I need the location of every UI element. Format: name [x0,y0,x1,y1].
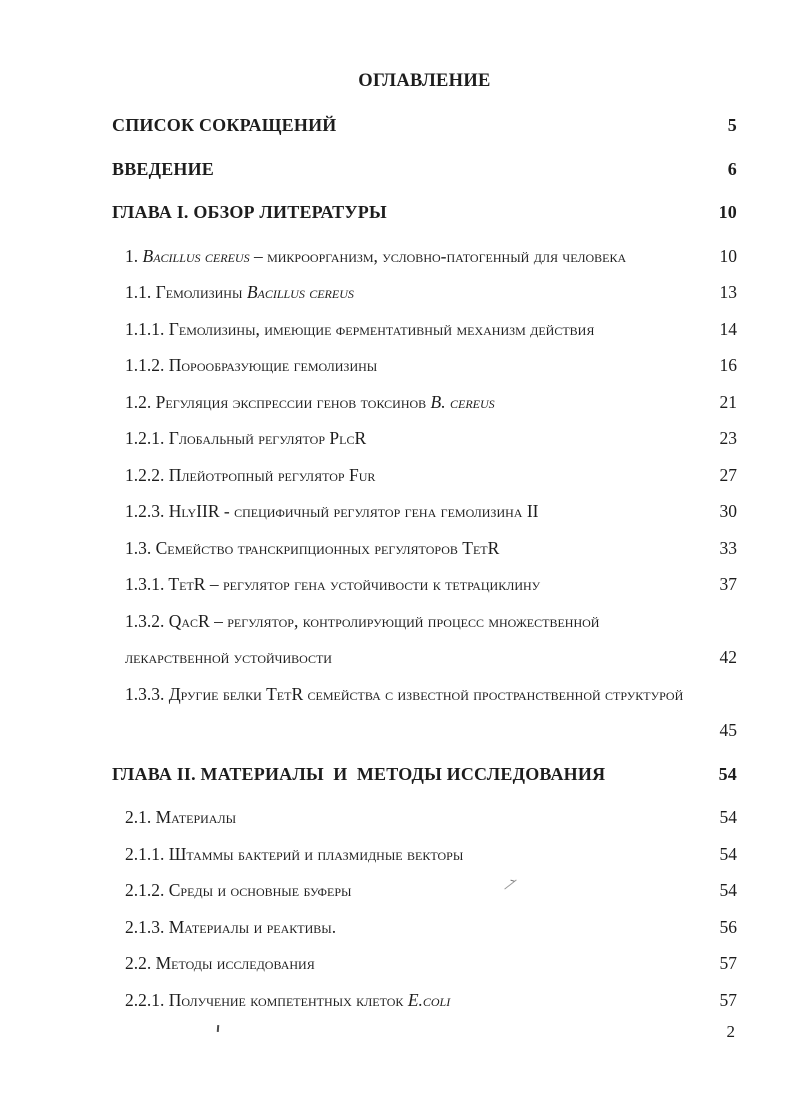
toc-entry-page: 6 [727,158,737,179]
toc-entry-page: 10 [719,245,737,266]
toc-entry-text: 1.3.2. QacR – регулятор, контролирующий процесс множественной лекарственной устойчивости [125,610,600,667]
toc-entry-page: 45 [719,720,737,740]
page-number: 2 [726,1022,735,1041]
toc-entry-text: ГЛАВА I. ОБЗОР ЛИТЕРАТУРЫ [112,202,387,222]
toc-entry [112,194,737,231]
toc-entry-page: 54 [719,880,737,900]
toc-entry [112,238,737,275]
toc-entry [112,107,737,144]
toc-entry-text: 1.3.1. TetR – регулятор гена устойчивости к тетрациклину [125,574,541,594]
toc-entry-text: 1.2.1. Глобальный регулятор PlcR [125,428,367,448]
toc-entry [112,909,737,946]
toc-entry-page: 21 [719,391,737,412]
toc-entry [112,493,737,530]
toc-entry-page: 14 [719,318,737,339]
toc-entry [112,756,737,793]
toc-entry-page: 27 [719,464,737,485]
toc-entry [112,799,737,836]
toc-entry-page: 5 [727,115,737,135]
toc-entry-page: 13 [719,282,737,302]
scan-artifact [217,1025,219,1032]
toc-entry-text: ВВЕДЕНИЕ [112,158,215,179]
toc-entry-text: 2.2. Методы исследования [125,953,315,973]
toc-entry-page: 16 [719,355,737,375]
toc-entry-text: 2.1. Материалы [125,807,237,827]
toc-entry-text: 1.2.2. Плейотропный регулятор Fur [125,464,376,485]
toc-entry [112,420,737,457]
toc-entry-page: 42 [719,647,737,667]
toc-entry [112,274,737,311]
toc-entry-text: 1.3. Семейство транскрипционных регуляторов TetR [125,537,500,558]
toc-entry-text: СПИСОК СОКРАЩЕНИЙ [112,115,337,135]
toc-entry-text: 1.2.3. HlyIIR - специфичный регулятор гена гемолизина II [125,501,539,521]
toc-entry-page: 30 [719,501,737,521]
toc-entry-text: 2.1.3. Материалы и реактивы. [125,916,337,937]
toc-entry [112,603,737,676]
toc-entry [112,347,737,384]
toc-entry-page: 10 [718,202,737,222]
toc-entry-text: 1. Bacillus cereus – микроорганизм, условно-патогенный для человека [125,245,627,266]
toc-entry [112,945,737,982]
toc-entries [112,107,737,1018]
toc-entry-text: 1.1.1. Гемолизины, имеющие ферментативный механизм действия [125,318,595,339]
toc-entry-page: 37 [719,574,737,594]
toc-entry [112,836,737,873]
toc-entry-text: 1.3.3. Другие белки TetR семейства с известной пространственной структурой [125,683,684,704]
toc-entry-page: 33 [719,537,737,558]
toc-entry [112,530,737,567]
toc-entry-page: 56 [719,916,737,937]
toc-entry [112,457,737,494]
toc-entry [112,872,737,909]
toc-entry-text: 2.2.1. Получение компетентных клеток E.coli [125,989,451,1010]
toc-entry-text: 1.2. Регуляция экспрессии генов токсинов B. cereus [125,391,495,412]
toc-entry-text: 1.1. Гемолизины Bacillus cereus [125,282,354,302]
toc-entry-text: ГЛАВА II. МАТЕРИАЛЫ И МЕТОДЫ ИССЛЕДОВАНИЯ [112,763,606,784]
toc-entry [112,982,737,1019]
toc-entry [112,311,737,348]
toc-entry [112,566,737,603]
toc-entry-page: 54 [719,843,737,864]
toc-entry-text: 2.1.2. Среды и основные буферы [125,880,352,900]
toc-entry-page: 54 [718,763,737,784]
toc-entry-page: 57 [719,989,737,1010]
toc-entry-text: 2.1.1. Штаммы бактерий и плазмидные векторы [125,843,464,864]
table-of-contents [112,63,737,1018]
toc-entry-page: 57 [719,953,737,973]
toc-entry [112,676,737,749]
toc-entry [112,384,737,421]
toc-entry [112,151,737,188]
toc-entry-text: 1.1.2. Порообразующие гемолизины [125,355,378,375]
page-title: ОГЛАВЛЕНИЕ [358,71,491,91]
toc-entry-page: 54 [719,807,737,827]
toc-entry-page: 23 [719,428,737,448]
